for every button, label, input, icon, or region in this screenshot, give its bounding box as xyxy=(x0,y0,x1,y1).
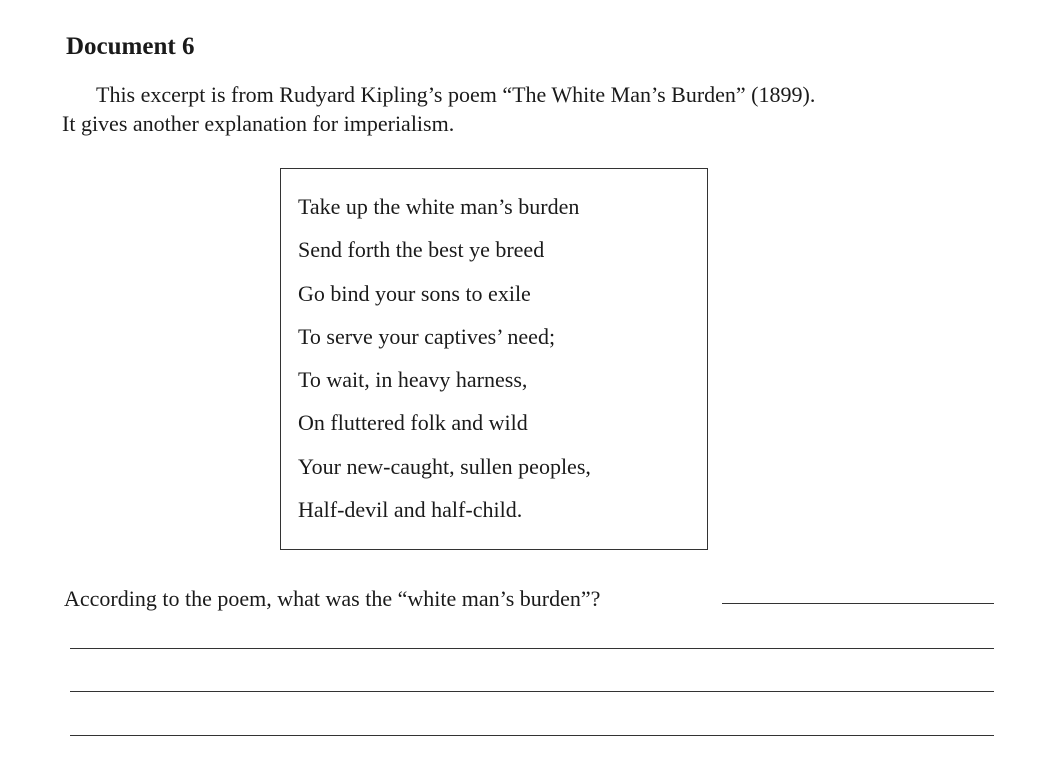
poem-excerpt-box xyxy=(280,168,708,550)
poem-line-8: Half-devil and half-child. xyxy=(298,497,523,522)
poem-line-6: On fluttered folk and wild xyxy=(298,410,528,435)
answer-line-4[interactable] xyxy=(70,735,994,736)
answer-line-3[interactable] xyxy=(70,691,994,692)
answer-line-1[interactable] xyxy=(722,603,994,604)
poem-line-3: Go bind your sons to exile xyxy=(298,281,531,306)
answer-line-2[interactable] xyxy=(70,648,994,649)
intro-paragraph xyxy=(62,80,982,138)
question-text: According to the poem, what was the “white man’s burden”? xyxy=(64,586,601,611)
poem-line-4: To serve your captives’ need; xyxy=(298,324,556,349)
poem-line-7: Your new-caught, sullen peoples, xyxy=(298,454,591,479)
intro-line-1: This excerpt is from Rudyard Kipling’s poem “The White Man’s Burden” (1899). xyxy=(96,82,816,107)
poem-line-1: Take up the white man’s burden xyxy=(298,194,580,219)
poem-line-2: Send forth the best ye breed xyxy=(298,237,545,262)
intro-line-2: It gives another explanation for imperialism. xyxy=(62,111,455,136)
poem-line-5: To wait, in heavy harness, xyxy=(298,367,528,392)
document-heading: Document 6 xyxy=(66,33,195,60)
